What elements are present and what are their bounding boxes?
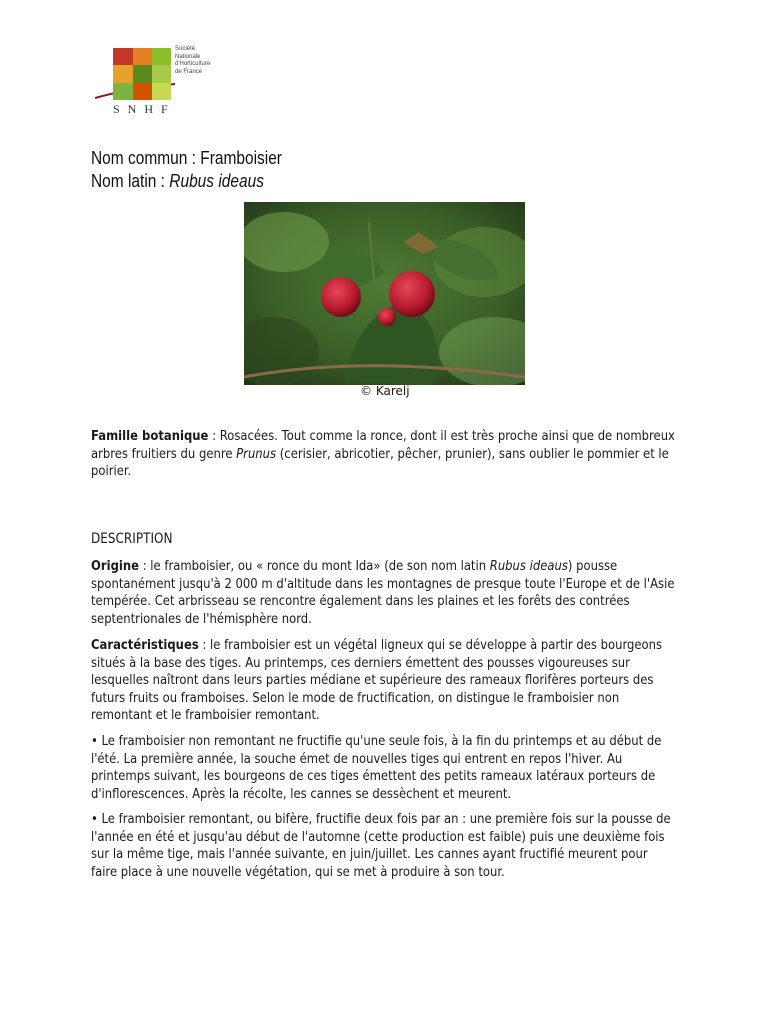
raspberry-photo: [244, 202, 525, 385]
origine-paragraph: Origine : le framboisier, ou « ronce du mont Ida» (de son nom latin Rubus ideaus) pousse spontanément jusqu'à 2 000 m d'altitude dans les montagnes de presque toute l'Europe et de l'Asie tempérée. Cet arbrisseau se rencontre également dans les plaines et les forêts des contrées septentrionales de l'hémisphère nord.: [91, 558, 675, 627]
logo-acronym: SNHF: [113, 102, 176, 116]
common-name-title: Nom commun : Framboisier: [91, 148, 282, 168]
logo-text: Société Nationale d'Horticulture de France: [175, 46, 211, 75]
bullet-remontant: • Le framboisier remontant, ou bifère, fructifie deux fois par an : une première fois sur la pousse de l'année en été et jusqu'au début de l'automne (cette production est faible) puis une deuxième fois sur la même tige, mais l'année suivante, en juin/juillet. Les cannes ayant fructifié meurent pour faire place à une nouvelle végétation, qui se met à produire à son tour.: [91, 811, 671, 880]
snhf-logo: [93, 46, 223, 118]
latin-name-title: Nom latin : Rubus ideaus: [91, 171, 264, 191]
caracteristiques-paragraph: Caractéristiques : le framboisier est un végétal ligneux qui se développe à partir des bourgeons situés à la base des tiges. Au printemps, ces derniers émettent des pousses vigoureuses sur lesquelles naîtront dans leurs parties médiane et supérieure des rameaux florifères porteurs des futurs fruits ou framboises. Selon le mode de fructification, on distingue le framboisier non remontant et le framboisier remontant.: [91, 637, 663, 723]
description-heading: DESCRIPTION: [91, 531, 173, 547]
raspberry-image: [244, 202, 525, 385]
bullet-non-remontant: • Le framboisier non remontant ne fructifie qu'une seule fois, à la fin du printemps et au début de l'été. La première année, la souche émet de nouvelles tiges qui entrent en repos l'hiver. Au printemps suivant, les bourgeons de ces tiges émettent des petits rameaux latéraux porteurs de d'inflorescences. Après la récolte, les cannes se dessèchent et meurent.: [91, 733, 662, 802]
photo-caption: © Karelj: [360, 384, 410, 398]
famille-paragraph: Famille botanique : Rosacées. Tout comme la ronce, dont il est très proche ainsi que de nombreux arbres fruitiers du genre Prunus (cerisier, abricotier, pêcher, prunier), sans oublier le pommier et le poirier.: [91, 428, 675, 479]
logo-mosaic-icon: [113, 48, 171, 100]
